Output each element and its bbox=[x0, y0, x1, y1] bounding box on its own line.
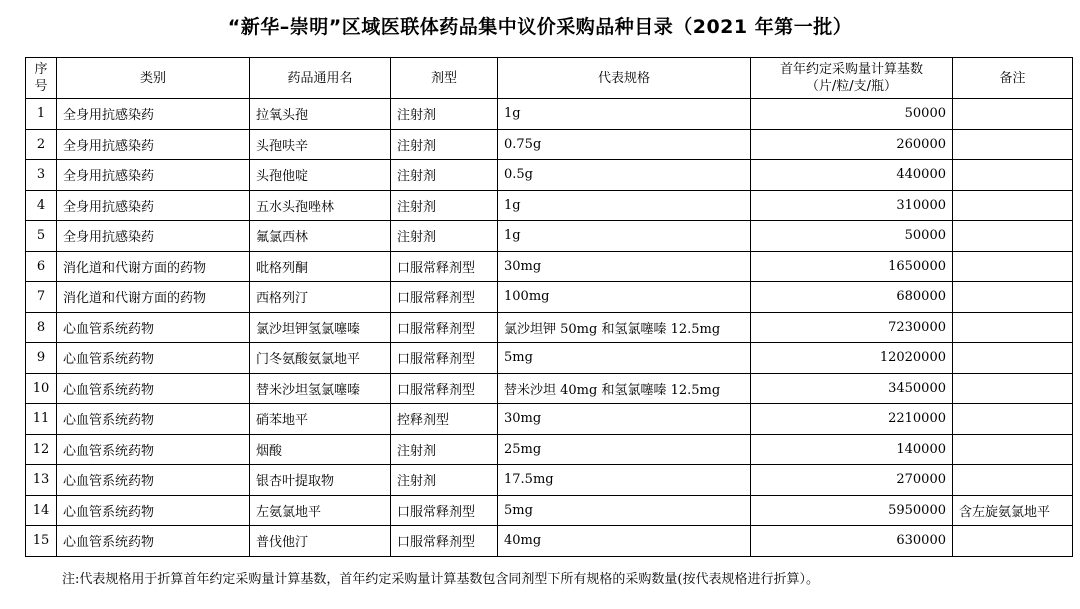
cell-quantity: 260000 bbox=[751, 129, 953, 160]
cell-no: 7 bbox=[26, 282, 57, 313]
cell-dosage-form: 注射剂 bbox=[391, 160, 498, 191]
header-remark: 备注 bbox=[953, 58, 1073, 99]
cell-drug-name: 氯沙坦钾氢氯噻嗪 bbox=[250, 312, 391, 343]
cell-spec: 30mg bbox=[498, 251, 751, 282]
cell-spec: 40mg bbox=[498, 526, 751, 557]
table-row bbox=[26, 343, 1073, 374]
cell-no: 11 bbox=[26, 404, 57, 435]
table-row bbox=[26, 526, 1073, 557]
cell-drug-name: 五水头孢唑林 bbox=[250, 190, 391, 221]
cell-category: 心血管系统药物 bbox=[57, 343, 250, 374]
cell-dosage-form: 口服常释剂型 bbox=[391, 251, 498, 282]
cell-remark bbox=[953, 282, 1073, 313]
cell-remark bbox=[953, 99, 1073, 130]
table-body bbox=[26, 99, 1073, 557]
header-spec: 代表规格 bbox=[498, 58, 751, 99]
cell-category: 全身用抗感染药 bbox=[57, 160, 250, 191]
header-quantity-line1: 首年约定采购量计算基数 bbox=[779, 62, 923, 77]
cell-dosage-form: 注射剂 bbox=[391, 465, 498, 496]
cell-no: 3 bbox=[26, 160, 57, 191]
cell-category: 心血管系统药物 bbox=[57, 404, 250, 435]
cell-drug-name: 替米沙坦氢氯噻嗪 bbox=[250, 373, 391, 404]
cell-spec: 替米沙坦 40mg 和氢氯噻嗪 12.5mg bbox=[498, 373, 751, 404]
cell-remark bbox=[953, 373, 1073, 404]
cell-category: 心血管系统药物 bbox=[57, 495, 250, 526]
table-row bbox=[26, 160, 1073, 191]
cell-remark bbox=[953, 526, 1073, 557]
table-header-row bbox=[26, 58, 1073, 99]
cell-category: 全身用抗感染药 bbox=[57, 221, 250, 252]
cell-spec: 17.5mg bbox=[498, 465, 751, 496]
cell-dosage-form: 口服常释剂型 bbox=[391, 373, 498, 404]
table-row bbox=[26, 99, 1073, 130]
cell-dosage-form: 注射剂 bbox=[391, 434, 498, 465]
cell-category: 全身用抗感染药 bbox=[57, 99, 250, 130]
cell-quantity: 310000 bbox=[751, 190, 953, 221]
header-no-line2: 号 bbox=[34, 79, 48, 94]
cell-spec: 25mg bbox=[498, 434, 751, 465]
cell-dosage-form: 注射剂 bbox=[391, 99, 498, 130]
cell-drug-name: 头孢呋辛 bbox=[250, 129, 391, 160]
cell-category: 消化道和代谢方面的药物 bbox=[57, 251, 250, 282]
cell-drug-name: 西格列汀 bbox=[250, 282, 391, 313]
cell-dosage-form: 口服常释剂型 bbox=[391, 282, 498, 313]
cell-remark: 含左旋氨氯地平 bbox=[953, 495, 1073, 526]
table-row bbox=[26, 282, 1073, 313]
cell-spec: 0.75g bbox=[498, 129, 751, 160]
cell-remark bbox=[953, 343, 1073, 374]
drug-catalog-table bbox=[25, 57, 1073, 557]
cell-dosage-form: 口服常释剂型 bbox=[391, 495, 498, 526]
cell-spec: 氯沙坦钾 50mg 和氢氯噻嗪 12.5mg bbox=[498, 312, 751, 343]
cell-quantity: 440000 bbox=[751, 160, 953, 191]
cell-quantity: 12020000 bbox=[751, 343, 953, 374]
cell-drug-name: 氟氯西林 bbox=[250, 221, 391, 252]
cell-remark bbox=[953, 221, 1073, 252]
cell-no: 10 bbox=[26, 373, 57, 404]
cell-remark bbox=[953, 129, 1073, 160]
cell-spec: 30mg bbox=[498, 404, 751, 435]
cell-quantity: 50000 bbox=[751, 99, 953, 130]
cell-category: 心血管系统药物 bbox=[57, 526, 250, 557]
table-row bbox=[26, 465, 1073, 496]
cell-spec: 1g bbox=[498, 190, 751, 221]
cell-no: 13 bbox=[26, 465, 57, 496]
table-row bbox=[26, 221, 1073, 252]
cell-category: 全身用抗感染药 bbox=[57, 190, 250, 221]
table-row bbox=[26, 251, 1073, 282]
cell-category: 全身用抗感染药 bbox=[57, 129, 250, 160]
header-dosage-form: 剂型 bbox=[391, 58, 498, 99]
cell-remark bbox=[953, 190, 1073, 221]
cell-quantity: 7230000 bbox=[751, 312, 953, 343]
header-no-line1: 序 bbox=[34, 62, 48, 77]
cell-drug-name: 左氨氯地平 bbox=[250, 495, 391, 526]
table-row bbox=[26, 434, 1073, 465]
cell-no: 12 bbox=[26, 434, 57, 465]
table-row bbox=[26, 495, 1073, 526]
cell-no: 15 bbox=[26, 526, 57, 557]
cell-spec: 1g bbox=[498, 99, 751, 130]
cell-drug-name: 银杏叶提取物 bbox=[250, 465, 391, 496]
cell-no: 14 bbox=[26, 495, 57, 526]
cell-drug-name: 拉氧头孢 bbox=[250, 99, 391, 130]
document-title: “新华–崇明”区域医联体药品集中议价采购品种目录（2021 年第一批） bbox=[227, 16, 853, 38]
cell-no: 9 bbox=[26, 343, 57, 374]
cell-drug-name: 烟酸 bbox=[250, 434, 391, 465]
table-row bbox=[26, 404, 1073, 435]
cell-quantity: 5950000 bbox=[751, 495, 953, 526]
cell-drug-name: 普伐他汀 bbox=[250, 526, 391, 557]
cell-quantity: 50000 bbox=[751, 221, 953, 252]
table-row bbox=[26, 312, 1073, 343]
cell-quantity: 3450000 bbox=[751, 373, 953, 404]
cell-spec: 100mg bbox=[498, 282, 751, 313]
header-drug-name: 药品通用名 bbox=[250, 58, 391, 99]
cell-no: 2 bbox=[26, 129, 57, 160]
cell-no: 5 bbox=[26, 221, 57, 252]
cell-quantity: 140000 bbox=[751, 434, 953, 465]
header-quantity-line2: （片/粒/支/瓶） bbox=[805, 79, 898, 94]
cell-drug-name: 头孢他啶 bbox=[250, 160, 391, 191]
cell-spec: 1g bbox=[498, 221, 751, 252]
cell-dosage-form: 注射剂 bbox=[391, 190, 498, 221]
cell-category: 心血管系统药物 bbox=[57, 312, 250, 343]
cell-drug-name: 吡格列酮 bbox=[250, 251, 391, 282]
cell-dosage-form: 注射剂 bbox=[391, 221, 498, 252]
cell-category: 心血管系统药物 bbox=[57, 373, 250, 404]
cell-dosage-form: 口服常释剂型 bbox=[391, 526, 498, 557]
cell-category: 心血管系统药物 bbox=[57, 465, 250, 496]
cell-quantity: 680000 bbox=[751, 282, 953, 313]
cell-drug-name: 硝苯地平 bbox=[250, 404, 391, 435]
footnote: 注:代表规格用于折算首年约定采购量计算基数，首年约定采购量计算基数包含同剂型下所有规格的采购数量(按代表规格进行折算）。 bbox=[62, 572, 819, 587]
table-row bbox=[26, 373, 1073, 404]
cell-quantity: 270000 bbox=[751, 465, 953, 496]
cell-no: 6 bbox=[26, 251, 57, 282]
cell-dosage-form: 注射剂 bbox=[391, 129, 498, 160]
cell-quantity: 630000 bbox=[751, 526, 953, 557]
cell-remark bbox=[953, 434, 1073, 465]
cell-dosage-form: 控释剂型 bbox=[391, 404, 498, 435]
cell-no: 8 bbox=[26, 312, 57, 343]
table-row bbox=[26, 190, 1073, 221]
cell-spec: 5mg bbox=[498, 495, 751, 526]
cell-remark bbox=[953, 251, 1073, 282]
cell-spec: 5mg bbox=[498, 343, 751, 374]
header-no bbox=[26, 58, 57, 99]
cell-dosage-form: 口服常释剂型 bbox=[391, 312, 498, 343]
cell-no: 4 bbox=[26, 190, 57, 221]
cell-remark bbox=[953, 465, 1073, 496]
cell-remark bbox=[953, 312, 1073, 343]
header-quantity bbox=[751, 58, 953, 99]
cell-drug-name: 门冬氨酸氨氯地平 bbox=[250, 343, 391, 374]
cell-remark bbox=[953, 160, 1073, 191]
cell-remark bbox=[953, 404, 1073, 435]
table-row bbox=[26, 129, 1073, 160]
cell-category: 心血管系统药物 bbox=[57, 434, 250, 465]
cell-category: 消化道和代谢方面的药物 bbox=[57, 282, 250, 313]
cell-no: 1 bbox=[26, 99, 57, 130]
cell-quantity: 2210000 bbox=[751, 404, 953, 435]
header-category: 类别 bbox=[57, 58, 250, 99]
cell-quantity: 1650000 bbox=[751, 251, 953, 282]
cell-spec: 0.5g bbox=[498, 160, 751, 191]
cell-dosage-form: 口服常释剂型 bbox=[391, 343, 498, 374]
